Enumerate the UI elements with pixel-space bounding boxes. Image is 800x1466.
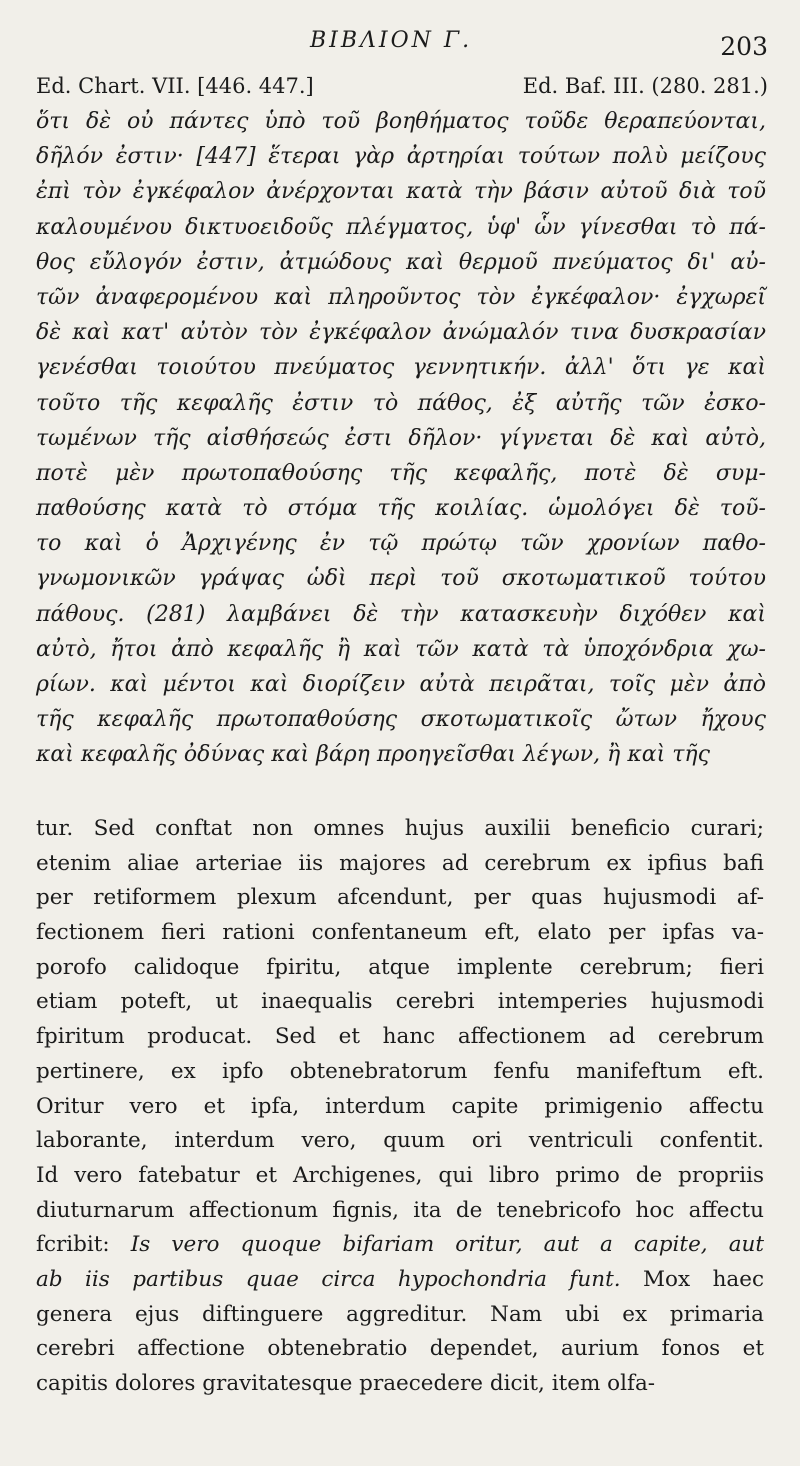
latin-line-start: fcribit: <box>36 1232 131 1258</box>
greek-line: ποτὲ μὲν πρωτοπαθούσης τῆς κεφαλῆς, ποτὲ δὲ συμ- <box>36 460 766 486</box>
latin-line: per retiformem plexum afcendunt, per quas hujusmodi af- <box>36 885 764 911</box>
archigenes-quote-end: ab iis partibus quae circa hypochondria funt. <box>36 1266 621 1292</box>
latin-line: diuturnarum affectionum fignis, ita de tenebricofo hoc affectu <box>36 1197 764 1223</box>
latin-line: pertinere, ex ipfo obtenebratorum fenfu manifeftum eft. <box>36 1058 764 1084</box>
greek-line: γνωμονικῶν γράψας ὡδὶ περὶ τοῦ σκοτωματικοῦ τούτου <box>36 566 766 592</box>
greek-line: τῆς κεφαλῆς πρωτοπαθούσης σκοτωματικοῖς ὤτων ἤχους <box>36 707 766 733</box>
greek-line: καλουμένου δικτυοειδοῦς πλέγματος, ὑφ' ὧν γίνεσθαι τὸ πά- <box>36 214 766 240</box>
latin-line: capitis dolores gravitatesque praecedere dicit, item olfa- <box>36 1371 656 1396</box>
latin-line-tail: Mox haec <box>643 1266 764 1292</box>
greek-text <box>36 104 766 773</box>
latin-line: porofo calidoque fpiritu, atque implente cerebrum; fieri <box>36 954 764 980</box>
greek-line: γενέσθαι τοιούτου πνεύματος γεννητικήν. ἀλλ' ὅτι γε καὶ <box>36 355 766 381</box>
latin-line: Oritur vero et ipfa, interdum capite primigenio affectu <box>36 1093 764 1119</box>
greek-line: ἐπὶ τὸν ἐγκέφαλον ἀνέρχονται κατὰ τὴν βάσιν αὐτοῦ διὰ τοῦ <box>36 179 766 205</box>
latin-text <box>36 812 764 1402</box>
greek-line: θος εὔλογόν ἐστιν, ἀτμώδους καὶ θερμοῦ πνεύματος δι' αὐ- <box>36 249 766 275</box>
latin-line: genera ejus diftinguere aggreditur. Nam ubi ex primaria <box>36 1301 764 1327</box>
greek-line: ὅτι δὲ οὐ πάντες ὑπὸ τοῦ βοηθήματος τοῦδε θεραπεύονται, <box>36 109 766 134</box>
greek-line: τωμένων τῆς αἰσθήσεώς ἐστι δῆλον· γίγνεται δὲ καὶ αὐτὸ, <box>36 425 766 451</box>
greek-line: ρίων. καὶ μέντοι καὶ διορίζειν αὐτὰ πειρᾶται, τοῖς μὲν ἀπὸ <box>36 672 766 697</box>
edition-basel: Ed. Baf. III. (280. 281.) <box>522 74 768 98</box>
latin-line <box>36 1263 764 1298</box>
latin-line: fectionem fieri rationi confentaneum eft, elato per ipfas va- <box>36 920 764 946</box>
greek-line: δὲ καὶ κατ' αὐτὸν τὸν ἐγκέφαλον ἀνώμαλόν τινα δυσκρασίαν <box>36 320 766 346</box>
latin-line: Id vero fatebatur et Archigenes, qui libro primo de propriis <box>36 1162 764 1188</box>
greek-line: καὶ κεφαλῆς ὀδύνας καὶ βάρη προηγεῖσθαι λέγων, ἢ καὶ τῆς <box>36 742 710 768</box>
archigenes-quote: Is vero quoque bifariam oritur, aut a capite, aut <box>130 1232 764 1258</box>
running-title: BIBΛION Γ. <box>310 28 473 53</box>
greek-line: τοῦτο τῆς κεφαλῆς ἐστιν τὸ πάθος, ἐξ αὐτῆς τῶν ἐσκο- <box>36 390 766 416</box>
greek-line: το καὶ ὁ Ἀρχιγένης ἐν τῷ πρώτῳ τῶν χρονίων παθο- <box>36 531 766 557</box>
latin-line: laborante, interdum vero, quum ori ventriculi confentit. <box>36 1128 764 1154</box>
greek-line: παθούσης κατὰ τὸ στόμα τῆς κοιλίας. ὡμολόγει δὲ τοῦ- <box>36 496 766 522</box>
greek-line: πάθους. (281) λαμβάνει δὲ τὴν κατασκευὴν διχόθεν καὶ <box>36 601 766 627</box>
page-header <box>0 28 800 62</box>
greek-line: δῆλόν ἐστιν· [447] ἕτεραι γὰρ ἀρτηρίαι τούτων πολὺ μείζους <box>36 144 766 170</box>
page-number: 203 <box>720 32 768 61</box>
latin-line: fpiritum producat. Sed et hanc affectionem ad cerebrum <box>36 1024 764 1050</box>
edition-chartier: Ed. Chart. VII. [446. 447.] <box>36 74 314 98</box>
latin-line: etiam poteft, ut inaequalis cerebri intemperies hujusmodi <box>36 989 764 1015</box>
latin-line: tur. Sed conftat non omnes hujus auxilii beneficio curari; <box>36 816 764 841</box>
latin-line <box>36 1228 764 1263</box>
latin-line: etenim aliae arteriae iis majores ad cerebrum ex ipfius bafi <box>36 850 764 876</box>
greek-line: αὐτὸ, ἤτοι ἀπὸ κεφαλῆς ἢ καὶ τῶν κατὰ τὰ ὑποχόνδρια χω- <box>36 636 766 662</box>
latin-line: cerebri affectione obtenebratio dependet, aurium fonos et <box>36 1336 764 1362</box>
greek-line: τῶν ἀναφερομένου καὶ πληροῦντος τὸν ἐγκέφαλον· ἐγχωρεῖ <box>36 284 766 310</box>
